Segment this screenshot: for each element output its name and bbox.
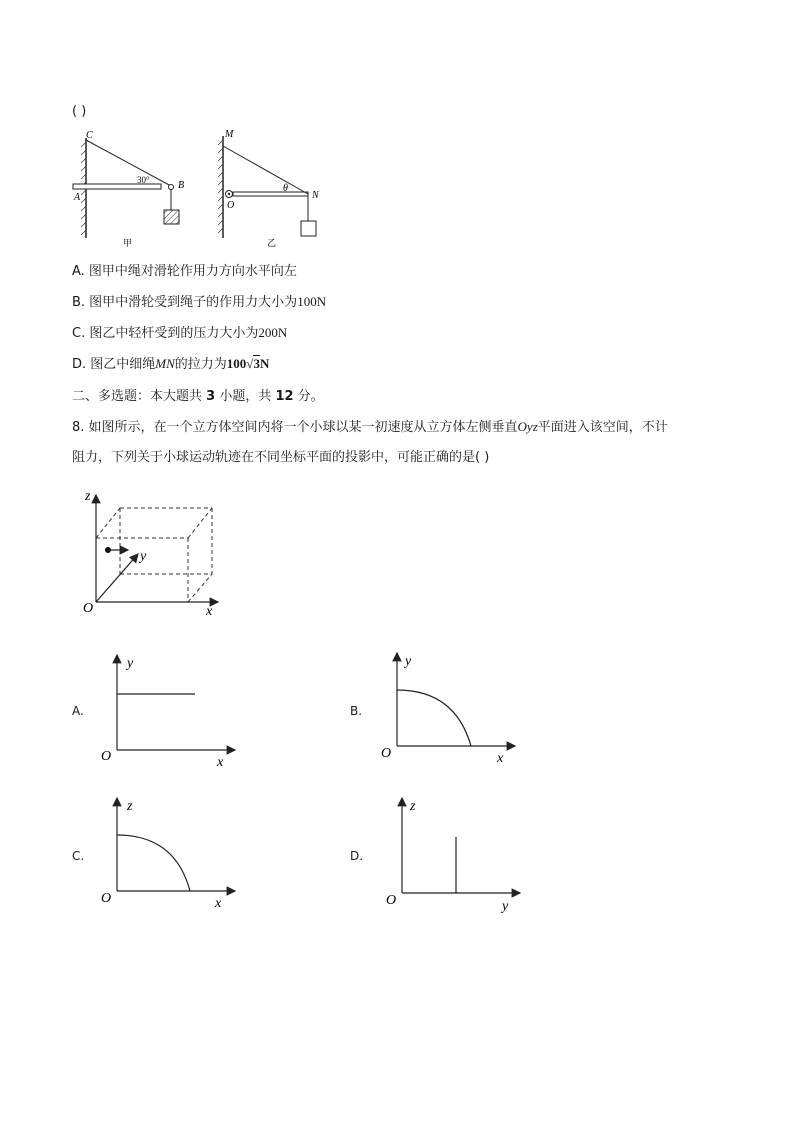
choice-a-letter[interactable]: A. [72,704,84,718]
label-o: O [227,200,235,211]
axis-label-v: z [127,799,133,814]
option-d-mid: 的拉力为 [174,357,227,372]
weight-hatched [164,210,179,224]
option-d-num: 100 [226,356,247,371]
option-d-root: 3 [253,356,260,371]
option-b [72,291,326,310]
option-c-text: C. 图乙中轻杆受到的压力大小为 [72,326,259,341]
label-o: O [83,601,94,616]
origin-label: O [386,893,397,908]
weight-box [301,221,316,236]
option-b-text: B. 图甲中滑轮受到绳子的作用力大小为 [72,295,298,310]
choice-b-letter[interactable]: B. [350,704,363,718]
rope-cb [86,140,171,186]
choice-c-graph[interactable] [95,795,245,915]
label-a: A [74,192,81,203]
label-m: M [225,129,234,140]
section-count: 3 [206,389,216,404]
label-z: z [85,489,91,504]
option-c-value: 200N [258,325,288,340]
option-a: A. 图甲中绳对滑轮作用力方向水平向左 [72,264,297,279]
option-d [72,353,269,372]
cube-figure [80,490,240,620]
figure-yi [215,128,335,248]
section-mid: 小题，共 [215,389,276,404]
figure-jia [68,128,198,248]
trajectory [117,835,190,891]
axis-label-h: x [215,896,222,911]
answer-paren: ( ) [72,104,87,119]
axis-label-h: x [497,751,504,766]
rod [233,192,308,196]
caption-yi: 乙 [267,238,277,248]
option-d-var: MN [155,356,175,371]
label-b: B [178,180,185,191]
choice-c-letter[interactable]: C. [72,849,85,863]
option-c [72,322,287,341]
origin-label: O [101,891,112,906]
origin-label: O [381,746,392,761]
choice-b-graph[interactable] [375,650,525,770]
choice-a-graph[interactable] [95,650,245,770]
q8-line1 [72,416,668,435]
axis-label-v: y [405,654,412,669]
label-y: y [140,549,147,564]
sqrt-sign: √ [246,356,254,371]
caption-jia: 甲 [123,238,133,248]
choice-d-graph[interactable] [380,795,530,915]
angle-label: 30° [137,175,150,185]
section-points: 12 [275,389,294,404]
label-n: N [312,190,319,201]
choice-d-letter[interactable]: D. [350,849,364,863]
trajectory [397,690,471,746]
label-x: x [206,604,213,619]
q8-line1-pre: 8. 如图所示，在一个立方体空间内将一个小球以某一初速度从立方体左侧垂直 [72,420,518,435]
axis-label-v: y [127,656,134,671]
rope-mn [223,146,308,194]
axis-label-h: y [502,899,509,914]
section-header [72,385,324,404]
option-d-unit: N [259,356,270,371]
label-c: C [86,130,93,141]
section-pre: 二、多选题：本大题共 [72,389,207,404]
q8-line2: 阻力，下列关于小球运动轨迹在不同坐标平面的投影中，可能正确的是( ) [72,450,490,465]
axis-label-v: z [410,799,416,814]
option-b-value: 100N [297,294,327,309]
axis-label-h: x [217,755,224,770]
option-d-text: D. 图乙中细绳 [72,357,156,372]
pulley [169,185,174,190]
section-post: 分。 [293,389,324,404]
angle-label: θ [283,183,288,194]
origin-label: O [101,749,112,764]
q8-line1-post: 平面进入该空间，不计 [537,420,668,435]
q8-plane: Oyz [517,419,538,434]
y-axis [96,554,138,602]
